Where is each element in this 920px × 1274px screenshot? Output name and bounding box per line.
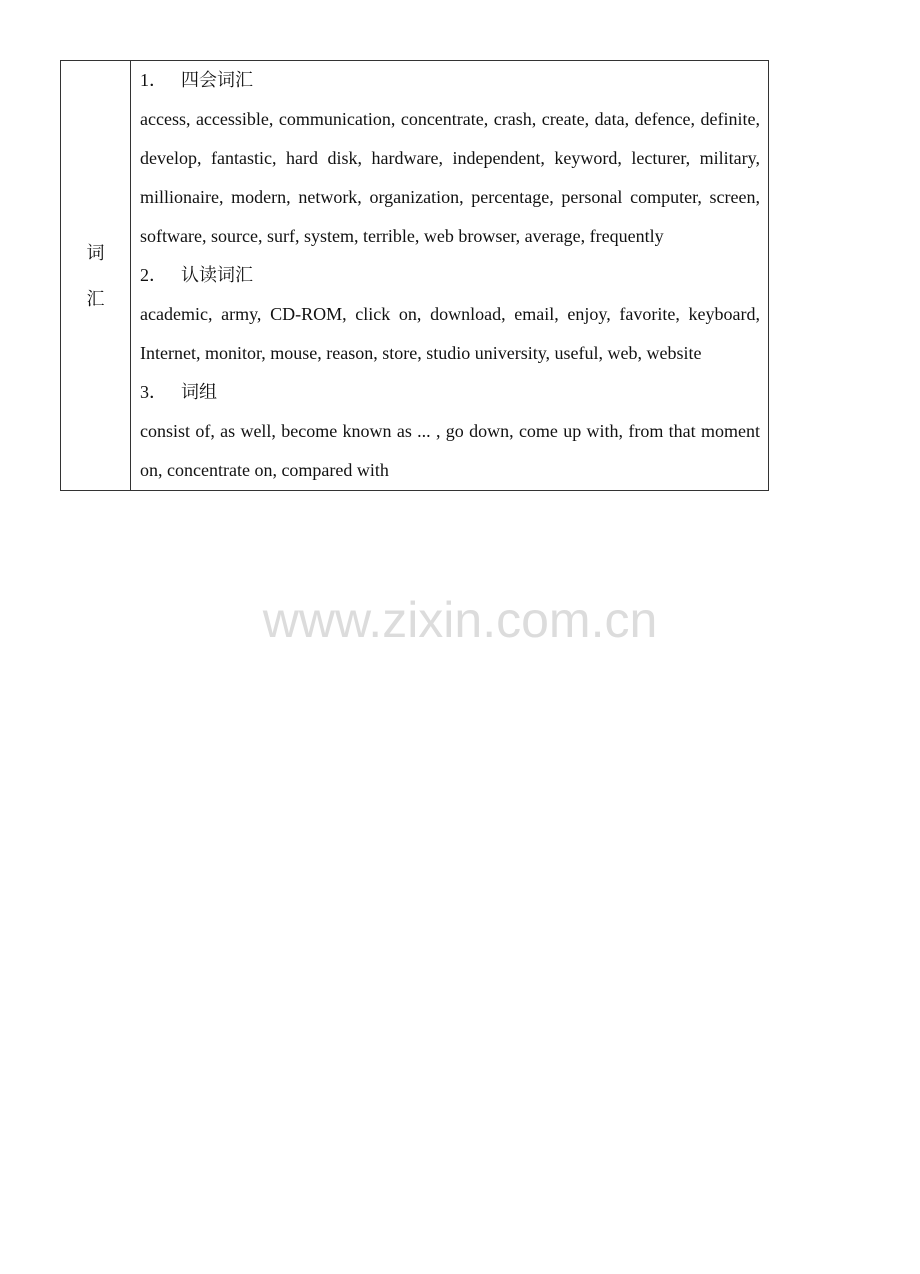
section-heading-1 [140, 61, 760, 100]
section-words-3: consist of, as well, become known as ... , go down, come up with, from that moment on, concentrate on, compared with [140, 421, 760, 480]
watermark-text: www.zixin.com.cn [262, 592, 658, 648]
category-label-cell [61, 61, 131, 491]
vocabulary-content-cell [131, 61, 769, 491]
section-heading-3 [140, 373, 760, 412]
section-number-2: 2． [140, 265, 167, 285]
section-number-1: 1． [140, 70, 167, 90]
category-label-char-1: 词 [86, 242, 105, 263]
section-words-1: access, accessible, communication, concentrate, crash, create, data, defence, definite, develop, fantastic, hard disk, hardware, independent, keyword, lecturer, military, millionaire, modern, network, organization, percentage, personal computer, screen, software, source, surf, system, terrible, web browser, average, frequently [140, 109, 760, 246]
section-words-2: academic, army, CD-ROM, click on, download, email, enjoy, favorite, keyboard, Internet, monitor, mouse, reason, store, studio university, useful, web, website [140, 304, 760, 363]
category-label-char-2: 汇 [86, 288, 105, 309]
section-title-2: 认读词汇 [181, 265, 253, 285]
vocabulary-table [60, 60, 769, 491]
section-heading-2 [140, 256, 760, 295]
section-title-1: 四会词汇 [181, 70, 253, 90]
table-row [61, 61, 769, 491]
section-title-3: 词组 [181, 382, 217, 402]
section-number-3: 3． [140, 382, 167, 402]
